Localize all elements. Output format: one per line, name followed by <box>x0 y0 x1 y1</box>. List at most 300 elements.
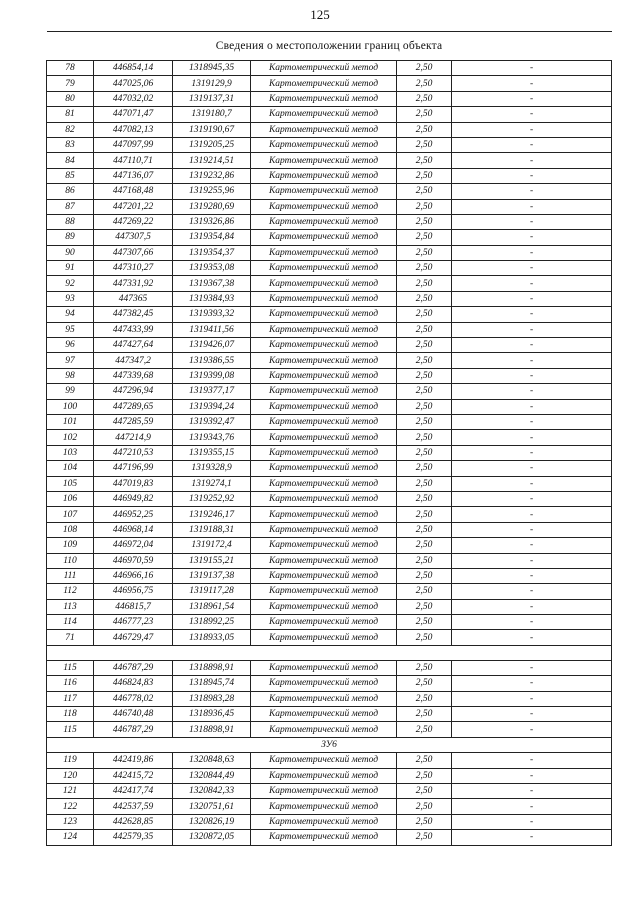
x-coordinate-cell: 446740,48 <box>94 707 173 722</box>
accuracy-cell: 2,50 <box>397 322 452 337</box>
x-coordinate-cell: 447427,64 <box>94 338 173 353</box>
point-number-cell: 111 <box>47 568 94 583</box>
method-cell: Картометрический метод <box>251 491 397 506</box>
table-row <box>47 676 612 691</box>
table-row <box>47 445 612 460</box>
accuracy-cell: 2,50 <box>397 430 452 445</box>
accuracy-cell: 2,50 <box>397 568 452 583</box>
table-row <box>47 153 612 168</box>
y-coordinate-cell: 1319155,21 <box>173 553 251 568</box>
x-coordinate-cell: 447210,53 <box>94 445 173 460</box>
y-coordinate-cell: 1319343,76 <box>173 430 251 445</box>
table-row <box>47 691 612 706</box>
method-cell: Картометрический метод <box>251 660 397 675</box>
y-coordinate-cell: 1319394,24 <box>173 399 251 414</box>
note-cell: - <box>452 353 612 368</box>
accuracy-cell: 2,50 <box>397 615 452 630</box>
method-cell: Картометрический метод <box>251 338 397 353</box>
accuracy-cell: 2,50 <box>397 814 452 829</box>
point-number-cell: 99 <box>47 384 94 399</box>
note-cell: - <box>452 107 612 122</box>
accuracy-cell: 2,50 <box>397 199 452 214</box>
y-coordinate-cell: 1319117,28 <box>173 584 251 599</box>
point-number-cell: 78 <box>47 61 94 76</box>
method-cell: Картометрический метод <box>251 783 397 798</box>
method-cell: Картометрический метод <box>251 107 397 122</box>
note-cell: - <box>452 338 612 353</box>
accuracy-cell: 2,50 <box>397 753 452 768</box>
table-row <box>47 707 612 722</box>
y-coordinate-cell: 1319280,69 <box>173 199 251 214</box>
table-row <box>47 230 612 245</box>
point-number-cell: 88 <box>47 214 94 229</box>
y-coordinate-cell: 1319354,37 <box>173 245 251 260</box>
y-coordinate-cell: 1319393,32 <box>173 307 251 322</box>
note-cell: - <box>452 76 612 91</box>
table-row <box>47 368 612 383</box>
table-row <box>47 599 612 614</box>
y-coordinate-cell: 1320848,63 <box>173 753 251 768</box>
note-cell: - <box>452 276 612 291</box>
x-coordinate-cell: 447347,2 <box>94 353 173 368</box>
accuracy-cell: 2,50 <box>397 799 452 814</box>
table-row <box>47 538 612 553</box>
x-coordinate-cell: 447136,07 <box>94 168 173 183</box>
accuracy-cell: 2,50 <box>397 276 452 291</box>
table-row <box>47 615 612 630</box>
point-number-cell: 84 <box>47 153 94 168</box>
y-coordinate-cell: 1319255,96 <box>173 184 251 199</box>
x-coordinate-cell: 447110,71 <box>94 153 173 168</box>
point-number-cell: 79 <box>47 76 94 91</box>
table-row <box>47 722 612 737</box>
accuracy-cell: 2,50 <box>397 76 452 91</box>
accuracy-cell: 2,50 <box>397 722 452 737</box>
point-number-cell: 120 <box>47 768 94 783</box>
accuracy-cell: 2,50 <box>397 414 452 429</box>
accuracy-cell: 2,50 <box>397 307 452 322</box>
method-cell: Картометрический метод <box>251 630 397 645</box>
table-row <box>47 276 612 291</box>
accuracy-cell: 2,50 <box>397 783 452 798</box>
section-header-row <box>47 737 612 752</box>
table-row <box>47 214 612 229</box>
note-cell: - <box>452 830 612 845</box>
point-number-cell: 94 <box>47 307 94 322</box>
y-coordinate-cell: 1319392,47 <box>173 414 251 429</box>
y-coordinate-cell: 1320751,61 <box>173 799 251 814</box>
point-number-cell: 82 <box>47 122 94 137</box>
accuracy-cell: 2,50 <box>397 61 452 76</box>
method-cell: Картометрический метод <box>251 399 397 414</box>
y-coordinate-cell: 1319188,31 <box>173 522 251 537</box>
method-cell: Картометрический метод <box>251 584 397 599</box>
y-coordinate-cell: 1319411,56 <box>173 322 251 337</box>
y-coordinate-cell: 1319137,31 <box>173 91 251 106</box>
x-coordinate-cell: 447307,5 <box>94 230 173 245</box>
accuracy-cell: 2,50 <box>397 599 452 614</box>
x-coordinate-cell: 442417,74 <box>94 783 173 798</box>
x-coordinate-cell: 446949,82 <box>94 491 173 506</box>
point-number-cell: 102 <box>47 430 94 445</box>
point-number-cell: 115 <box>47 660 94 675</box>
y-coordinate-cell: 1319129,9 <box>173 76 251 91</box>
point-number-cell: 85 <box>47 168 94 183</box>
point-number-cell: 80 <box>47 91 94 106</box>
method-cell: Картометрический метод <box>251 76 397 91</box>
point-number-cell: 97 <box>47 353 94 368</box>
accuracy-cell: 2,50 <box>397 691 452 706</box>
x-coordinate-cell: 446824,83 <box>94 676 173 691</box>
method-cell: Картометрический метод <box>251 676 397 691</box>
y-coordinate-cell: 1319355,15 <box>173 445 251 460</box>
y-coordinate-cell: 1319214,51 <box>173 153 251 168</box>
table-row <box>47 476 612 491</box>
point-number-cell: 106 <box>47 491 94 506</box>
method-cell: Картометрический метод <box>251 476 397 491</box>
table-row <box>47 307 612 322</box>
table-row <box>47 630 612 645</box>
note-cell: - <box>452 584 612 599</box>
method-cell: Картометрический метод <box>251 814 397 829</box>
note-cell: - <box>452 261 612 276</box>
x-coordinate-cell: 447269,22 <box>94 214 173 229</box>
accuracy-cell: 2,50 <box>397 707 452 722</box>
note-cell: - <box>452 399 612 414</box>
x-coordinate-cell: 447289,65 <box>94 399 173 414</box>
accuracy-cell: 2,50 <box>397 461 452 476</box>
y-coordinate-cell: 1318945,74 <box>173 676 251 691</box>
point-number-cell: 105 <box>47 476 94 491</box>
accuracy-cell: 2,50 <box>397 368 452 383</box>
accuracy-cell: 2,50 <box>397 137 452 152</box>
accuracy-cell: 2,50 <box>397 122 452 137</box>
method-cell: Картометрический метод <box>251 722 397 737</box>
x-coordinate-cell: 447285,59 <box>94 414 173 429</box>
note-cell: - <box>452 599 612 614</box>
point-number-cell: 89 <box>47 230 94 245</box>
point-number-cell: 114 <box>47 615 94 630</box>
point-number-cell: 81 <box>47 107 94 122</box>
method-cell: Картометрический метод <box>251 91 397 106</box>
method-cell: Картометрический метод <box>251 445 397 460</box>
table-row <box>47 322 612 337</box>
accuracy-cell: 2,50 <box>397 630 452 645</box>
y-coordinate-cell: 1318961,54 <box>173 599 251 614</box>
note-cell: - <box>452 414 612 429</box>
point-number-cell: 83 <box>47 137 94 152</box>
point-number-cell: 95 <box>47 322 94 337</box>
x-coordinate-cell: 447310,27 <box>94 261 173 276</box>
table-row <box>47 291 612 306</box>
note-cell: - <box>452 122 612 137</box>
x-coordinate-cell: 446854,14 <box>94 61 173 76</box>
table-row <box>47 430 612 445</box>
note-cell: - <box>452 783 612 798</box>
method-cell: Картометрический метод <box>251 414 397 429</box>
accuracy-cell: 2,50 <box>397 476 452 491</box>
y-coordinate-cell: 1319367,38 <box>173 276 251 291</box>
method-cell: Картометрический метод <box>251 122 397 137</box>
accuracy-cell: 2,50 <box>397 291 452 306</box>
method-cell: Картометрический метод <box>251 353 397 368</box>
note-cell: - <box>452 245 612 260</box>
x-coordinate-cell: 442419,86 <box>94 753 173 768</box>
point-number-cell: 116 <box>47 676 94 691</box>
method-cell: Картометрический метод <box>251 245 397 260</box>
x-coordinate-cell: 447201,22 <box>94 199 173 214</box>
x-coordinate-cell: 442628,85 <box>94 814 173 829</box>
method-cell: Картометрический метод <box>251 368 397 383</box>
note-cell: - <box>452 676 612 691</box>
y-coordinate-cell: 1318992,25 <box>173 615 251 630</box>
note-cell: - <box>452 814 612 829</box>
accuracy-cell: 2,50 <box>397 384 452 399</box>
method-cell: Картометрический метод <box>251 753 397 768</box>
note-cell: - <box>452 91 612 106</box>
method-cell: Картометрический метод <box>251 322 397 337</box>
method-cell: Картометрический метод <box>251 291 397 306</box>
y-coordinate-cell: 1319426,07 <box>173 338 251 353</box>
note-cell: - <box>452 799 612 814</box>
accuracy-cell: 2,50 <box>397 584 452 599</box>
table-row <box>47 753 612 768</box>
point-number-cell: 103 <box>47 445 94 460</box>
table-row <box>47 199 612 214</box>
x-coordinate-cell: 442537,59 <box>94 799 173 814</box>
point-number-cell: 110 <box>47 553 94 568</box>
method-cell: Картометрический метод <box>251 615 397 630</box>
y-coordinate-cell: 1319190,67 <box>173 122 251 137</box>
y-coordinate-cell: 1319386,55 <box>173 353 251 368</box>
table-row <box>47 414 612 429</box>
method-cell: Картометрический метод <box>251 153 397 168</box>
table-row <box>47 568 612 583</box>
y-coordinate-cell: 1319326,86 <box>173 214 251 229</box>
y-coordinate-cell: 1318898,91 <box>173 660 251 675</box>
note-cell: - <box>452 630 612 645</box>
accuracy-cell: 2,50 <box>397 107 452 122</box>
x-coordinate-cell: 446787,29 <box>94 722 173 737</box>
x-coordinate-cell: 446968,14 <box>94 522 173 537</box>
accuracy-cell: 2,50 <box>397 553 452 568</box>
table-row <box>47 184 612 199</box>
method-cell: Картометрический метод <box>251 276 397 291</box>
y-coordinate-cell: 1318898,91 <box>173 722 251 737</box>
method-cell: Картометрический метод <box>251 691 397 706</box>
note-cell: - <box>452 476 612 491</box>
point-number-cell: 112 <box>47 584 94 599</box>
table-row <box>47 553 612 568</box>
table-row <box>47 91 612 106</box>
accuracy-cell: 2,50 <box>397 676 452 691</box>
method-cell: Картометрический метод <box>251 768 397 783</box>
x-coordinate-cell: 446972,04 <box>94 538 173 553</box>
table-row <box>47 338 612 353</box>
method-cell: Картометрический метод <box>251 384 397 399</box>
y-coordinate-cell: 1319232,86 <box>173 168 251 183</box>
x-coordinate-cell: 447331,92 <box>94 276 173 291</box>
x-coordinate-cell: 447296,94 <box>94 384 173 399</box>
page-number: 125 <box>310 7 330 22</box>
y-coordinate-cell: 1319399,08 <box>173 368 251 383</box>
point-number-cell: 119 <box>47 753 94 768</box>
table-row <box>47 814 612 829</box>
y-coordinate-cell: 1319246,17 <box>173 507 251 522</box>
table-row <box>47 491 612 506</box>
table-row <box>47 399 612 414</box>
accuracy-cell: 2,50 <box>397 153 452 168</box>
x-coordinate-cell: 446952,25 <box>94 507 173 522</box>
note-cell: - <box>452 153 612 168</box>
note-cell: - <box>452 753 612 768</box>
note-cell: - <box>452 214 612 229</box>
method-cell: Картометрический метод <box>251 430 397 445</box>
point-number-cell: 86 <box>47 184 94 199</box>
y-coordinate-cell: 1320872,05 <box>173 830 251 845</box>
table-row <box>47 107 612 122</box>
point-number-cell: 113 <box>47 599 94 614</box>
accuracy-cell: 2,50 <box>397 353 452 368</box>
accuracy-cell: 2,50 <box>397 660 452 675</box>
method-cell: Картометрический метод <box>251 830 397 845</box>
method-cell: Картометрический метод <box>251 522 397 537</box>
x-coordinate-cell: 447339,68 <box>94 368 173 383</box>
note-cell: - <box>452 768 612 783</box>
table-row <box>47 76 612 91</box>
note-cell: - <box>452 61 612 76</box>
point-number-cell: 92 <box>47 276 94 291</box>
method-cell: Картометрический метод <box>251 307 397 322</box>
method-cell: Картометрический метод <box>251 230 397 245</box>
x-coordinate-cell: 446956,75 <box>94 584 173 599</box>
y-coordinate-cell: 1319384,93 <box>173 291 251 306</box>
x-coordinate-cell: 447307,66 <box>94 245 173 260</box>
accuracy-cell: 2,50 <box>397 168 452 183</box>
note-cell: - <box>452 322 612 337</box>
method-cell: Картометрический метод <box>251 538 397 553</box>
note-cell: - <box>452 722 612 737</box>
point-number-cell: 107 <box>47 507 94 522</box>
table-title: Сведения о местоположении границ объекта <box>47 32 612 61</box>
y-coordinate-cell: 1319328,9 <box>173 461 251 476</box>
x-coordinate-cell: 447433,99 <box>94 322 173 337</box>
y-coordinate-cell: 1319353,08 <box>173 261 251 276</box>
note-cell: - <box>452 691 612 706</box>
y-coordinate-cell: 1319377,17 <box>173 384 251 399</box>
table-row <box>47 522 612 537</box>
note-cell: - <box>452 615 612 630</box>
method-cell: Картометрический метод <box>251 168 397 183</box>
x-coordinate-cell: 446970,59 <box>94 553 173 568</box>
point-number-cell: 109 <box>47 538 94 553</box>
y-coordinate-cell: 1318936,45 <box>173 707 251 722</box>
accuracy-cell: 2,50 <box>397 538 452 553</box>
table-row <box>47 799 612 814</box>
y-coordinate-cell: 1319180,7 <box>173 107 251 122</box>
x-coordinate-cell: 446778,02 <box>94 691 173 706</box>
point-number-cell: 96 <box>47 338 94 353</box>
y-coordinate-cell: 1319172,4 <box>173 538 251 553</box>
point-number-cell: 104 <box>47 461 94 476</box>
x-coordinate-cell: 447097,99 <box>94 137 173 152</box>
point-number-cell: 98 <box>47 368 94 383</box>
y-coordinate-cell: 1318933,05 <box>173 630 251 645</box>
accuracy-cell: 2,50 <box>397 768 452 783</box>
y-coordinate-cell: 1320844,49 <box>173 768 251 783</box>
y-coordinate-cell: 1319205,25 <box>173 137 251 152</box>
x-coordinate-cell: 447382,45 <box>94 307 173 322</box>
y-coordinate-cell: 1320826,19 <box>173 814 251 829</box>
table-row <box>47 461 612 476</box>
method-cell: Картометрический метод <box>251 568 397 583</box>
accuracy-cell: 2,50 <box>397 830 452 845</box>
method-cell: Картометрический метод <box>251 461 397 476</box>
x-coordinate-cell: 447071,47 <box>94 107 173 122</box>
x-coordinate-cell: 447082,13 <box>94 122 173 137</box>
accuracy-cell: 2,50 <box>397 507 452 522</box>
table-row <box>47 261 612 276</box>
accuracy-cell: 2,50 <box>397 230 452 245</box>
note-cell: - <box>452 445 612 460</box>
point-number-cell: 123 <box>47 814 94 829</box>
note-cell: - <box>452 184 612 199</box>
note-cell: - <box>452 137 612 152</box>
table-row <box>47 660 612 675</box>
x-coordinate-cell: 447019,83 <box>94 476 173 491</box>
point-number-cell: 117 <box>47 691 94 706</box>
method-cell: Картометрический метод <box>251 214 397 229</box>
table-row <box>47 168 612 183</box>
x-coordinate-cell: 447032,02 <box>94 91 173 106</box>
note-cell: - <box>452 430 612 445</box>
note-cell: - <box>452 230 612 245</box>
method-cell: Картометрический метод <box>251 799 397 814</box>
method-cell: Картометрический метод <box>251 707 397 722</box>
note-cell: - <box>452 307 612 322</box>
point-number-cell: 121 <box>47 783 94 798</box>
table-row <box>47 245 612 260</box>
table-row <box>47 122 612 137</box>
point-number-cell: 115 <box>47 722 94 737</box>
x-coordinate-cell: 446787,29 <box>94 660 173 675</box>
method-cell: Картометрический метод <box>251 137 397 152</box>
note-cell: - <box>452 538 612 553</box>
method-cell: Картометрический метод <box>251 599 397 614</box>
point-number-cell: 90 <box>47 245 94 260</box>
y-coordinate-cell: 1318983,28 <box>173 691 251 706</box>
table-row <box>47 61 612 76</box>
x-coordinate-cell: 442415,72 <box>94 768 173 783</box>
accuracy-cell: 2,50 <box>397 338 452 353</box>
point-number-cell: 118 <box>47 707 94 722</box>
point-number-cell: 71 <box>47 630 94 645</box>
point-number-cell: 93 <box>47 291 94 306</box>
method-cell: Картометрический метод <box>251 61 397 76</box>
point-number-cell: 124 <box>47 830 94 845</box>
note-cell: - <box>452 199 612 214</box>
point-number-cell: 101 <box>47 414 94 429</box>
table-row <box>47 137 612 152</box>
table-title-row <box>47 32 612 61</box>
note-cell: - <box>452 461 612 476</box>
blank-cell <box>47 645 612 660</box>
table-row <box>47 783 612 798</box>
note-cell: - <box>452 384 612 399</box>
accuracy-cell: 2,50 <box>397 261 452 276</box>
y-coordinate-cell: 1319274,1 <box>173 476 251 491</box>
y-coordinate-cell: 1319354,84 <box>173 230 251 245</box>
